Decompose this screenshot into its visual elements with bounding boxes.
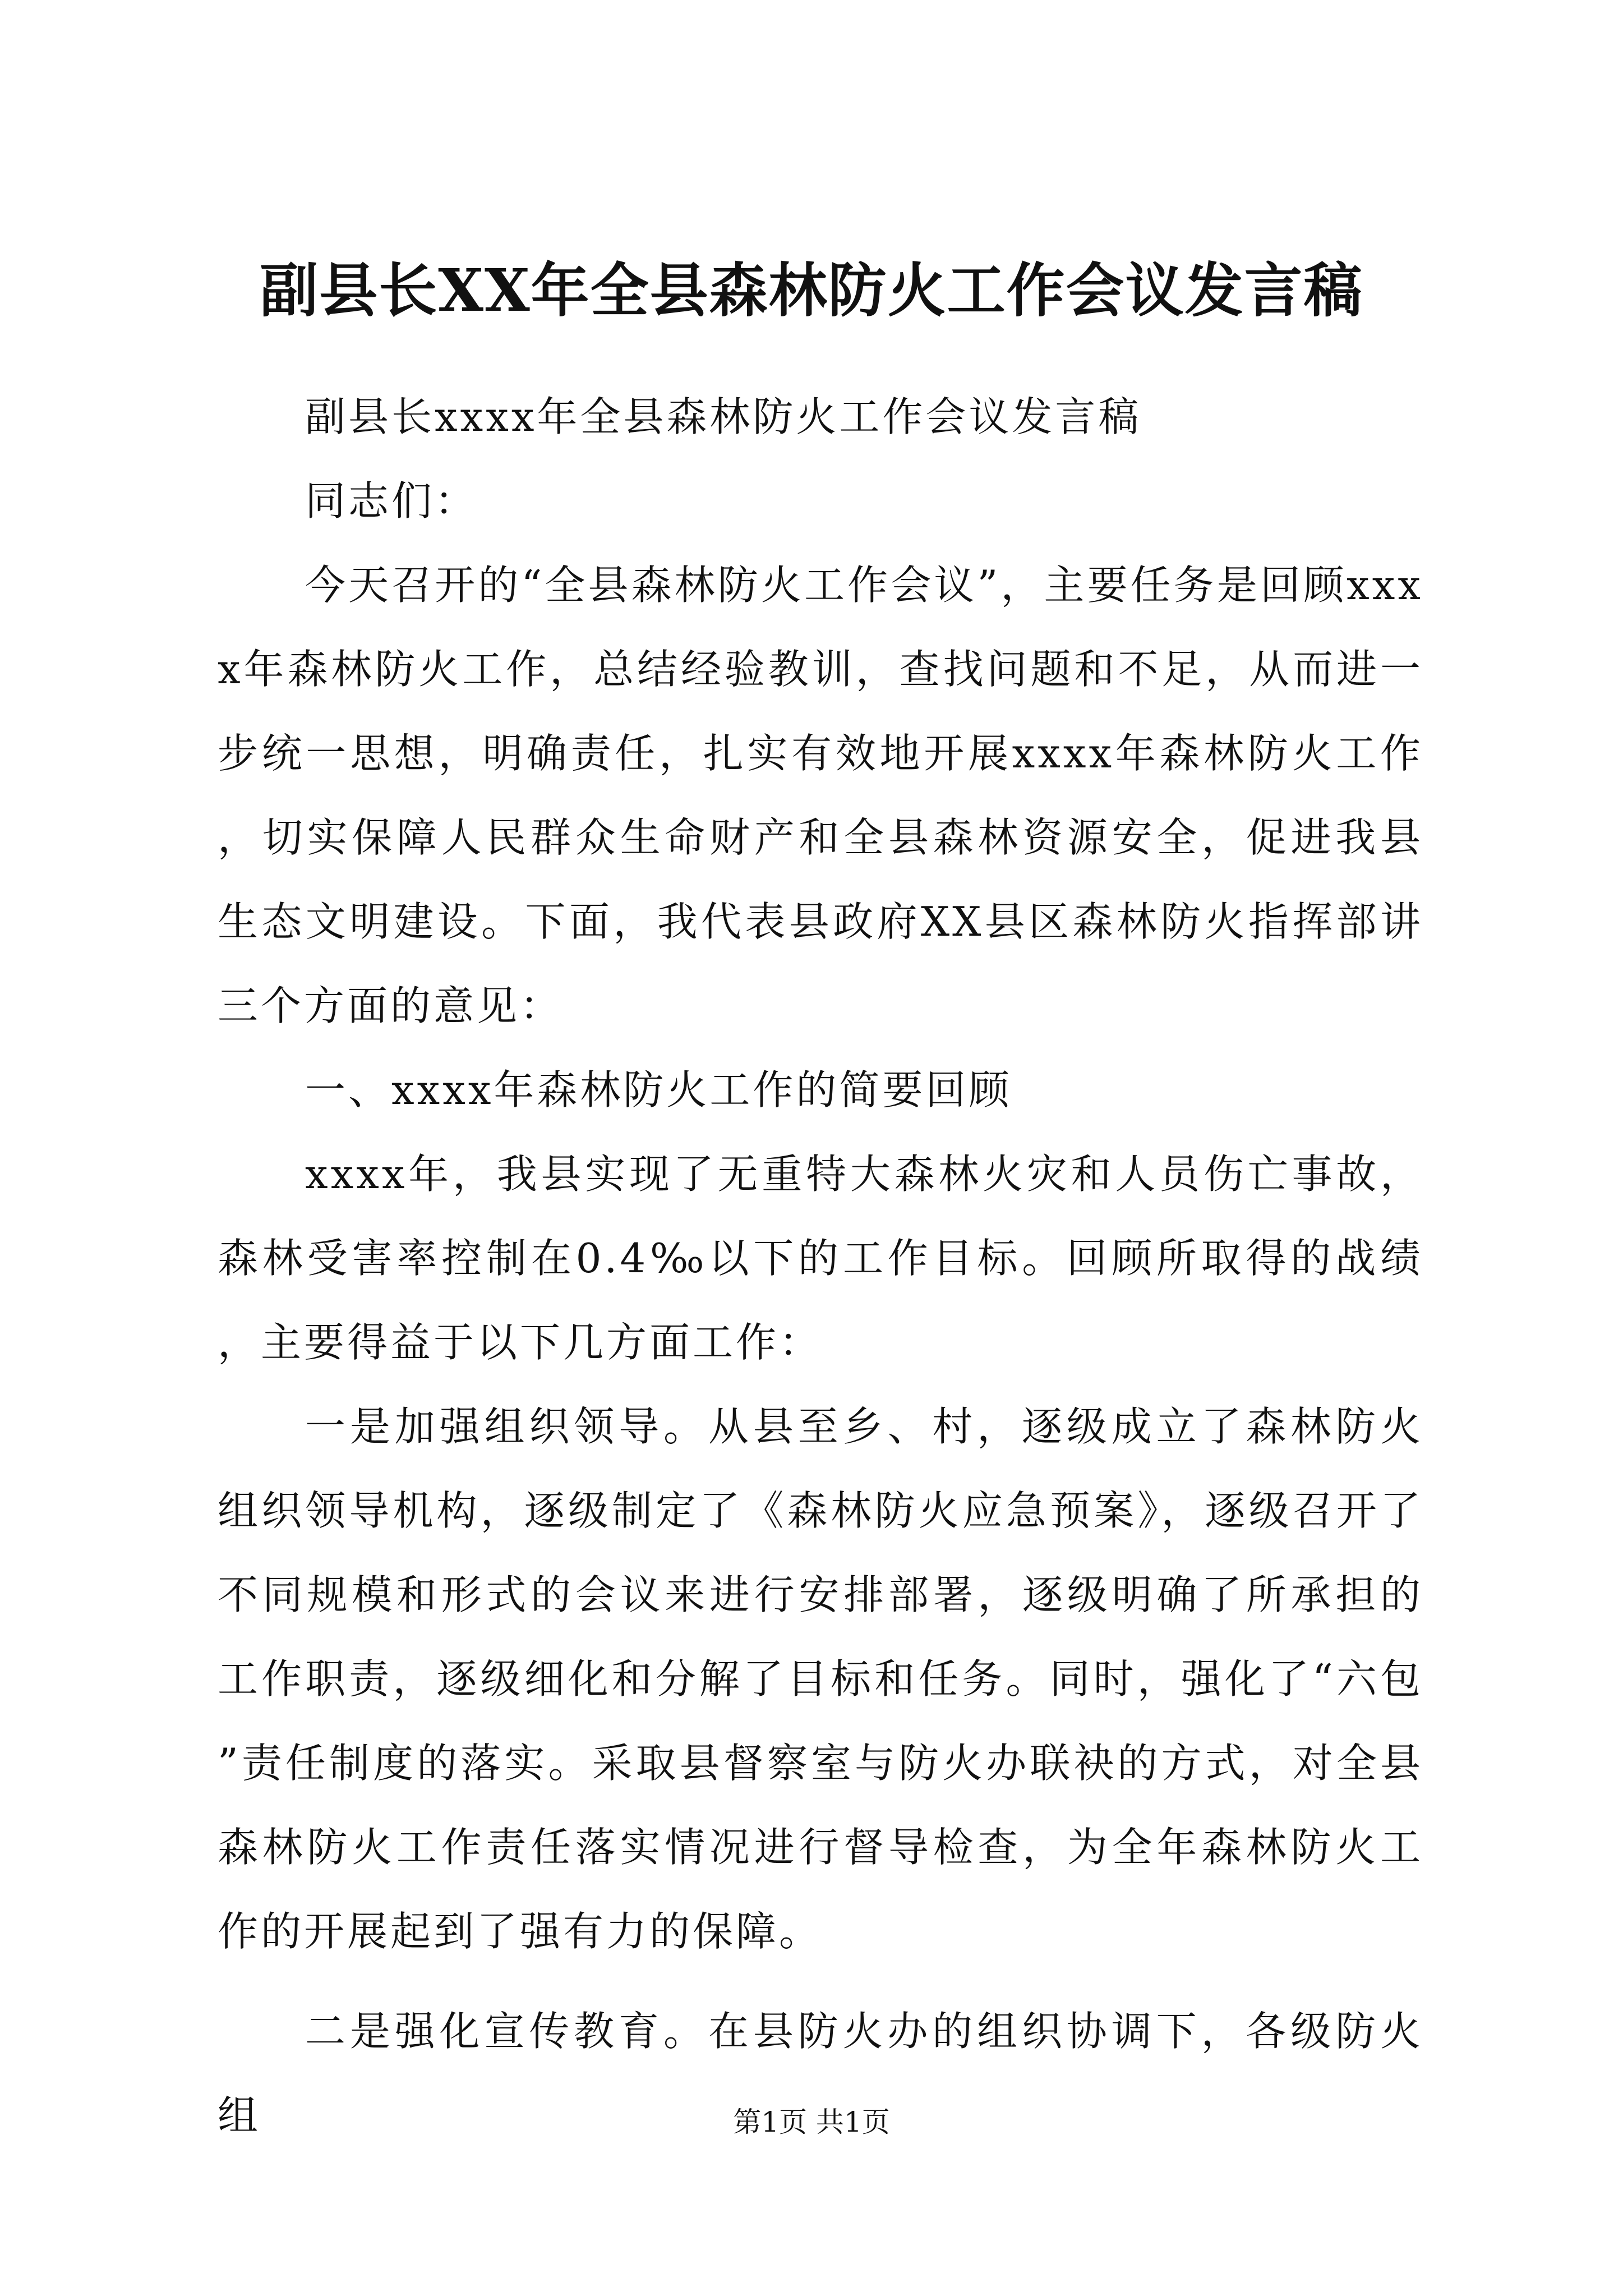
publicity-paragraph: 二是强化宣传教育。在县防火办的组织协调下，各级防火组 [218,2008,1423,2139]
page-footer: 第1页 共1页 [733,2106,890,2138]
organization-paragraph: 一是加强组织领导。从县至乡、村，逐级成立了森林防火组织领导机构，逐级制定了《森林防火应急预案》，逐级召开了不同规模和形式的会议来进行安排部署，逐级明确了所承担的工作职责，逐级细化和分解了目标和任务。同时，强化了“六包”责任制度的落实。采取县督察室与防火办联袂的方式，对全县森林防火工作责任落实情况进行督导检查，为全年森林防火工作的开展起到了强有力的保障。 [218,1403,1423,1955]
subtitle-paragraph: 副县长xxxx年全县森林防火工作会议发言稿 [305,393,1142,440]
review-paragraph: xxxx年，我县实现了无重特大森林火灾和人员伤亡事故，森林受害率控制在0.4‰以下的工作目标。回顾所取得的战绩，主要得益于以下几方面工作： [218,1151,1423,1366]
intro-paragraph: 今天召开的“全县森林防火工作会议”，主要任务是回顾xxxx年森林防火工作，总结经验教训，查找问题和不足，从而进一步统一思想，明确责任，扎实有效地开展xxxx年森林防火工作，切实保障人民群众生命财产和全县森林资源安全，促进我县生态文明建设。下面，我代表县政府XX县区森林防火指挥部讲三个方面的意见： [218,562,1423,1029]
section-heading: 一、xxxx年森林防火工作的简要回顾 [305,1066,1012,1114]
document-body [218,375,1423,2157]
salutation-paragraph: 同志们： [305,477,478,524]
document-title: 副县长XX年全县森林防火工作会议发言稿 [260,256,1363,325]
